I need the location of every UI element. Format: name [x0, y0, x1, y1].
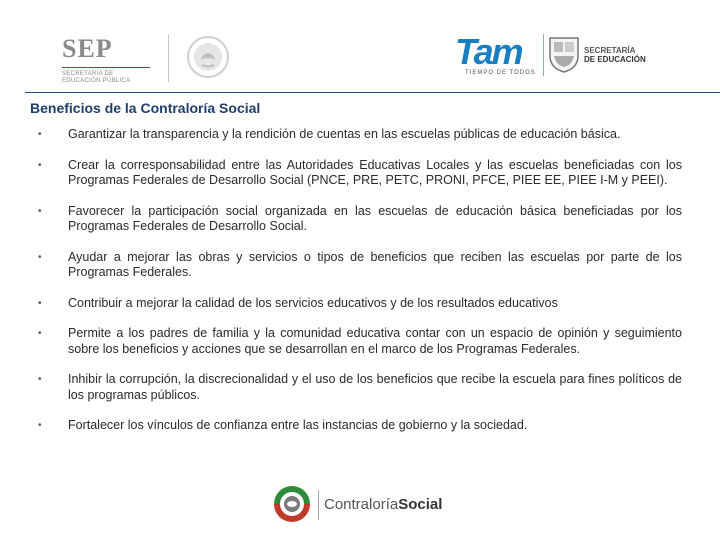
mexico-coat-of-arms-icon [178, 34, 238, 80]
bullet-icon: • [38, 374, 42, 385]
list-item-text: Inhibir la corrupción, la discrecionalidad y el uso de los beneficios que recibe la escuela para fines políticos de los programas públicos. [68, 372, 682, 402]
list-item [38, 204, 682, 235]
list-item [38, 326, 682, 357]
list-item-text: Crear la corresponsabilidad entre las Autoridades Educativas Locales y las escuelas beneficiadas con los Programas Federales de Desarrollo Social (PNCE, PRE, PETC, PRONI, PFCE, PIEE EE, PIEE I-M y PEEI). [68, 157, 682, 187]
list-item-text: Contribuir a mejorar la calidad de los servicios educativos y de los resultados educativos [68, 295, 558, 310]
brand-part2: Social [398, 496, 443, 513]
sep-wordmark: SEP [62, 34, 113, 63]
bullet-icon: • [38, 251, 42, 263]
benefits-list [38, 127, 682, 449]
sep-subtitle-line2: EDUCACIÓN PÚBLICA [62, 78, 131, 84]
bullet-icon: • [38, 159, 42, 171]
bullet-icon: • [38, 328, 42, 339]
list-item-text: Garantizar la transparencia y la rendición de cuentas en las escuelas públicas de educación básica. [68, 127, 621, 141]
brand-part1: Contraloría [324, 496, 399, 513]
contraloria-social-logo [270, 482, 450, 526]
list-item [38, 158, 682, 189]
list-item-text: Fortalecer los vínculos de confianza entre las instancias de gobierno y la sociedad. [68, 418, 528, 432]
tam-divider [543, 34, 544, 76]
bullet-icon: • [38, 129, 42, 140]
bullet-icon: • [38, 297, 42, 309]
contraloria-social-wordmark [324, 496, 442, 513]
sep-logo [62, 36, 162, 82]
list-item [38, 296, 682, 312]
footer-divider [318, 490, 319, 520]
state-shield-icon [548, 36, 580, 74]
sec-label-line1: SECRETARÍA [584, 46, 636, 55]
bullet-icon: • [38, 420, 42, 431]
secretaria-educacion-label [584, 46, 646, 64]
tamaulipas-logo [455, 32, 545, 80]
page-title: Beneficios de la Contraloría Social [30, 100, 261, 116]
list-item [38, 127, 682, 143]
header [0, 0, 720, 92]
list-item-text: Favorecer la participación social organizada en las escuelas de educación básica beneficiadas por los Programas Federales de Desarrollo Social. [68, 203, 682, 233]
list-item [38, 418, 682, 434]
sep-subtitle-line1: SECRETARÍA DE [62, 71, 114, 77]
sep-subtitle [62, 67, 150, 85]
list-item [38, 250, 682, 281]
tam-tagline: TIEMPO DE TODOS [465, 70, 536, 76]
list-item-text: Permite a los padres de familia y la comunidad educativa contar con un espacio de opinión y seguimiento sobre los beneficios y acciones que se desarrollan en el marco de los Programas Federales. [68, 326, 682, 356]
list-item [38, 372, 682, 403]
sec-label-line2: DE EDUCACIÓN [584, 55, 646, 64]
list-item-text: Ayudar a mejorar las obras y servicios o tipos de beneficios que reciben las escuelas por parte de los Programas Federales. [68, 249, 682, 279]
header-divider [168, 34, 169, 82]
tam-wordmark: Tam [455, 31, 522, 72]
contraloria-social-emblem-icon [270, 482, 314, 526]
bullet-icon: • [38, 205, 42, 217]
header-rule [25, 92, 720, 93]
